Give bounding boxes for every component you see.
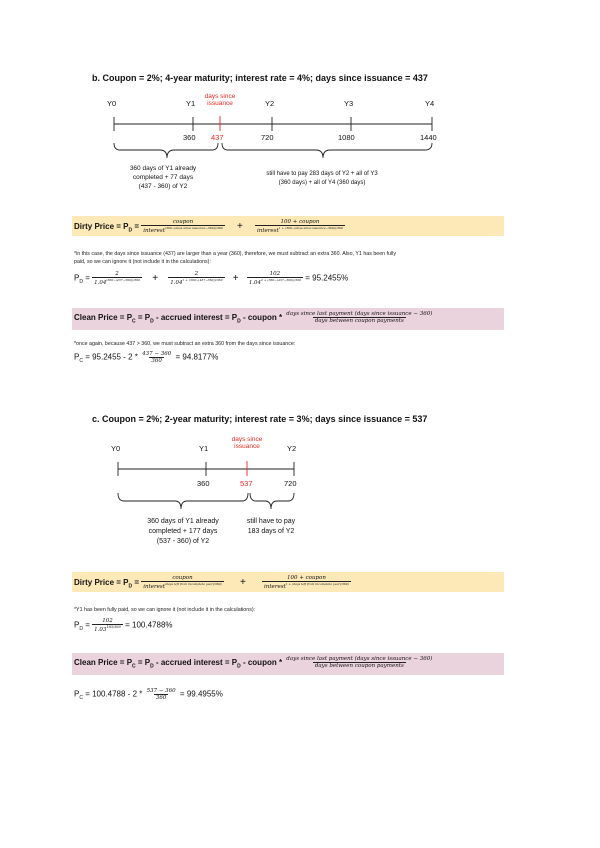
b-brace-right-line1: still have to pay 283 days of Y2 + all of Y3 — [266, 171, 378, 177]
b-dirty-term2-num: 100 + coupon — [280, 219, 320, 225]
b-year-y4: Y4 — [425, 99, 435, 108]
b-note1-line1: *in this case, the days since issuance (437) are larger than a year (360), therefore, we must subtract an extra 360. Also, Y1 has been fully — [74, 251, 397, 257]
c-clean-formula — [74, 656, 434, 669]
b-day-1080: 1080 — [338, 133, 355, 142]
b-dirty-term2-exp: 1 + (360−(days since issuance−360))/360 — [278, 226, 343, 230]
c-dirty-label: Dirty Price = P — [74, 577, 129, 587]
b-calc-t2-den-text: 1.04 — [170, 279, 183, 286]
c-pc-num: 537 − 360 — [146, 688, 176, 694]
c-dirty-term2-num: 100 + coupon — [287, 575, 326, 581]
b-marker-line1: days since — [204, 93, 236, 100]
b-dirty-term2-den-text: interest — [257, 227, 279, 234]
section-c-title: c. Coupon = 2%; 2-year maturity; interest rate = 3%; days since issuance = 537 — [92, 414, 428, 424]
c-brace-left-line1: 360 days of Y1 already — [147, 518, 219, 525]
b-calc-t1-exp: (360−(437−360))/360 — [106, 278, 140, 282]
b-calc-t1-den — [92, 277, 142, 286]
b-pc-result: = 94.8177% — [175, 352, 219, 362]
b-calc-t1-den-text: 1.04 — [94, 279, 107, 286]
b-note2: *once again, because 437 > 360, we must subtract an extra 360 from the days since issuance: — [74, 341, 296, 347]
b-day-1440: 1440 — [420, 133, 437, 142]
b-calc-label: P — [74, 273, 80, 283]
b-brace-left — [114, 143, 218, 158]
c-brace-left-line2: completed + 177 days — [148, 528, 218, 535]
c-dirty-term1-den-text: interest — [143, 583, 165, 590]
c-brace-right-line2: 183 days of Y2 — [247, 528, 295, 535]
c-year-y2: Y2 — [287, 444, 297, 453]
c-brace-left — [118, 493, 248, 509]
b-dirty-term1-num: coupon — [172, 219, 194, 225]
c-day-537: 537 — [240, 479, 253, 488]
b-pc-sub: C — [79, 358, 83, 365]
b-dirty-plus: + — [236, 220, 243, 232]
b-calc-plus1: + — [152, 272, 159, 284]
c-day-720: 720 — [284, 479, 297, 488]
b-brace-right-line2: (360 days) + all of Y4 (360 days) — [278, 180, 366, 186]
b-year-y3: Y3 — [344, 99, 354, 108]
c-calc-result: = 100.4788% — [125, 620, 173, 630]
c-clean-label: Clean Price = P — [74, 657, 133, 667]
c-calc-t1-den — [92, 624, 123, 633]
c-calc-t1-num: 102 — [102, 618, 113, 624]
c-dirty-term2-exp: 1 + (days left from incomplete year)/360) — [285, 582, 349, 586]
b-dirty-formula — [74, 219, 345, 234]
b-year-y0: Y0 — [107, 99, 117, 108]
c-dirty-sub: D — [128, 583, 133, 590]
b-dirty-term1-den-text: interest — [143, 227, 165, 234]
c-dirty-formula — [74, 575, 351, 590]
c-brace-left-line3: (537 - 360) of Y2 — [156, 538, 210, 545]
b-calc-t3-den — [247, 277, 303, 286]
c-brace-right — [250, 493, 294, 509]
b-clean-sub-d2: D — [237, 318, 241, 325]
b-dirty-term2-den — [255, 225, 345, 234]
b-calc-t1-num: 2 — [115, 271, 119, 277]
c-pc — [74, 688, 223, 701]
c-calc-t1-den-text: 1.03 — [94, 626, 107, 633]
c-brace-left-text — [127, 517, 239, 547]
c-dirty-term2-den-text: interest — [264, 583, 286, 590]
c-pc-result: = 99.4955% — [179, 689, 223, 699]
b-brace-left-line1: 360 days of Y1 already — [129, 165, 197, 172]
b-pc — [74, 351, 218, 364]
c-day-360: 360 — [197, 479, 210, 488]
b-day-720: 720 — [261, 133, 274, 142]
b-calc-result: = 95.2455% — [305, 273, 349, 283]
b-dirty-sub: D — [128, 227, 133, 234]
b-brace-left-text — [115, 164, 211, 191]
b-calc-eq: = — [82, 273, 93, 283]
c-dirty-eq: = — [132, 577, 142, 587]
b-brace-right-text — [232, 170, 412, 188]
c-pc-label: P — [74, 689, 80, 699]
b-brace-left-line3: (437 - 360) of Y2 — [138, 183, 188, 190]
b-calc-t3-den-text: 1.04 — [248, 279, 262, 286]
c-clean-sub-c: C — [132, 663, 136, 670]
c-clean-num: days since last payment (days since issuance − 360) — [286, 656, 433, 662]
c-pc-sub: C — [79, 695, 83, 702]
b-marker-label — [198, 92, 242, 108]
b-calc-plus2: + — [232, 272, 239, 284]
c-year-y0: Y0 — [111, 444, 121, 453]
b-clean-sub-c: C — [132, 318, 136, 325]
b-clean-fraction — [284, 311, 434, 324]
b-pc-den: 360 — [151, 358, 162, 364]
c-clean-fraction — [284, 656, 434, 669]
c-calc-sub: D — [79, 626, 83, 633]
c-dirty-term1-den — [141, 581, 224, 590]
b-note1 — [74, 250, 514, 266]
b-clean-text: - accrued interest = P — [153, 312, 238, 322]
b-pc-text: = 95.2455 - 2 * — [82, 352, 141, 362]
b-calc-t3-exp: 2 + (360−(437−360))/360 — [261, 278, 302, 282]
b-pc-label: P — [74, 352, 80, 362]
b-clean-label: Clean Price = P — [74, 312, 133, 322]
b-brace-right — [222, 143, 432, 158]
section-b-title: b. Coupon = 2%; 4-year maturity; interest rate = 4%; days since issuance = 437 — [92, 73, 428, 83]
b-calc-term1 — [92, 271, 142, 286]
c-marker-label — [225, 435, 269, 451]
b-calc-term2 — [168, 271, 224, 286]
b-calc-t2-exp: 1 + (360−(437−360))/360 — [182, 278, 223, 282]
c-dirty-term2-den — [262, 581, 351, 590]
b-dirty-term1-exp: (360−(days since issuance−360))/360 — [164, 226, 223, 230]
b-clean-den: days between coupon payments — [314, 318, 404, 324]
c-pc-fraction — [145, 688, 178, 701]
c-calc-term1 — [92, 618, 123, 633]
c-note1: *Y1 has been fully paid, so we can ignore it (not include it in the calculations): — [74, 607, 256, 613]
b-note1-line2: paid, so we can ignore it (not include it in the calculations): — [74, 259, 211, 265]
b-dirty-term1-den — [141, 225, 224, 234]
c-pc-text: = 100.4788 - 2 * — [82, 689, 145, 699]
b-dirty-eq: = — [132, 221, 142, 231]
c-clean-sub-d: D — [150, 663, 154, 670]
b-day-437: 437 — [211, 133, 224, 142]
c-calc-label: P — [74, 620, 80, 630]
c-calc-t1-exp: 183/360 — [106, 625, 121, 629]
c-clean-mid: = P — [135, 657, 151, 667]
b-calc-sub: D — [79, 279, 83, 286]
b-calc-term3 — [247, 271, 303, 286]
b-clean-mid: = P — [135, 312, 151, 322]
c-dirty-term2 — [262, 575, 351, 590]
c-year-y1: Y1 — [199, 444, 209, 453]
c-dirty-term1-num: coupon — [172, 575, 193, 581]
b-day-360: 360 — [183, 133, 196, 142]
c-dirty-term1-exp: (days left from incomplete year)/360) — [164, 582, 222, 586]
b-pc-num: 437 − 360 — [142, 351, 172, 357]
c-calc-eq: = — [82, 620, 93, 630]
b-clean-formula — [74, 311, 434, 324]
b-clean-sub-d: D — [150, 318, 154, 325]
c-calc — [74, 618, 173, 633]
c-clean-sub-d2: D — [237, 663, 241, 670]
c-brace-right-line1: still have to pay — [246, 518, 296, 525]
b-brace-left-line2: completed + 77 days — [132, 174, 194, 181]
b-dirty-term1 — [141, 219, 224, 234]
b-year-y2: Y2 — [265, 99, 275, 108]
b-dirty-term2 — [255, 219, 345, 234]
b-calc — [74, 271, 348, 286]
b-year-y1: Y1 — [186, 99, 196, 108]
c-marker-line2: issuance — [234, 443, 260, 450]
b-dirty-label: Dirty Price = P — [74, 221, 129, 231]
c-pc-den: 360 — [155, 695, 167, 701]
c-dirty-term1 — [141, 575, 224, 590]
b-clean-num: days since last payment (days since issuance − 360) — [286, 311, 433, 317]
c-dirty-plus: + — [239, 576, 246, 588]
b-marker-line2: issuance — [207, 100, 233, 107]
c-clean-den: days between coupon payments — [314, 663, 404, 669]
b-calc-t3-num: 102 — [269, 271, 281, 277]
c-clean-text: - accrued interest = P — [153, 657, 238, 667]
c-brace-right-text — [232, 517, 310, 537]
c-marker-line1: days since — [231, 436, 263, 443]
b-clean-text2: - coupon * — [240, 312, 285, 322]
b-calc-t2-den — [168, 277, 224, 286]
c-clean-text2: - coupon * — [240, 657, 285, 667]
b-calc-t2-num: 2 — [194, 271, 199, 277]
b-pc-fraction — [140, 351, 173, 364]
